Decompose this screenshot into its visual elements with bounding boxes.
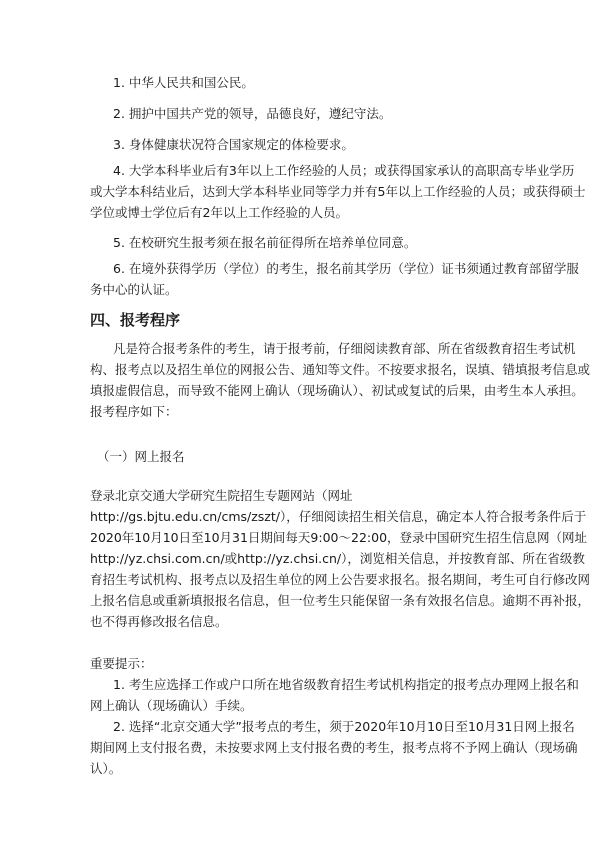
notice-2-line-3: 认）。 <box>90 761 122 776</box>
notice-title: 重要提示： <box>90 656 153 671</box>
online-line-1: 登录北京交通大学研究生院招生专题网站（网址 <box>90 488 353 503</box>
notice-1-line-2: 网上确认（现场确认）手续。 <box>90 698 253 713</box>
notice-1 <box>90 674 579 716</box>
condition-4-line-3: 学位或博士学位后有2年以上工作经验的人员。 <box>90 205 348 220</box>
online-line-3: 2020年10月10日至10月31日期间每天9:00～22:00，登录中国研究生招生信息网（网址 <box>90 530 588 545</box>
online-line-7: 也不得再修改报名信息。 <box>90 614 228 629</box>
online-registration-paragraph <box>90 485 590 632</box>
condition-2: 2. 拥护中国共产党的领导，品德良好，遵纪守法。 <box>113 106 392 121</box>
notice-2 <box>90 716 578 779</box>
online-line-5: 育招生考试机构、报考点以及招生单位的网上公告要求报名。报名期间，考生可自行修改网 <box>90 572 591 587</box>
subsection-title: （一）网上报名 <box>97 449 185 464</box>
condition-4 <box>90 160 585 223</box>
intro-line-2: 构、报考点以及招生单位的网报公告、通知等文件。不按要求报名，误填、错填报考信息或 <box>90 362 591 377</box>
online-line-4: http://yz.chsi.com.cn/或http://yz.chsi.cn/），浏览相关信息，并按教育部、所在省级教 <box>90 551 585 566</box>
notice-2-line-2: 期间网上支付报名费，未按要求网上支付报名费的考生，报考点将不予网上确认（现场确 <box>90 740 578 755</box>
condition-5: 5. 在校研究生报考须在报名前征得所在培养单位同意。 <box>113 235 417 250</box>
online-line-6: 上报名信息或重新填报报名信息，但一位考生只能保留一条有效报名信息。逾期不再补报， <box>90 593 591 608</box>
condition-6 <box>90 258 579 300</box>
condition-1: 1. 中华人民共和国公民。 <box>113 75 254 90</box>
condition-4-line-2: 或大学本科结业后，达到大学本科毕业同等学力并有5年以上工作经验的人员；或获得硕士 <box>90 184 586 199</box>
online-line-2: http://gs.bjtu.edu.cn/cms/zszt/），仔细阅读招生相关信息，确定本人符合报考条件后于 <box>90 509 587 524</box>
condition-4-line-1: 4. 大学本科毕业后有3年以上工作经验的人员；或获得国家承认的高职高专毕业学历 <box>113 163 575 178</box>
intro-line-1: 凡是符合报考条件的考生，请于报考前，仔细阅读教育部、所在省级教育招生考试机 <box>113 341 576 356</box>
notice-1-line-1: 1. 考生应选择工作或户口所在地省级教育招生考试机构指定的报考点办理网上报名和 <box>113 677 579 692</box>
condition-6-line-2: 务中心的认证。 <box>90 282 178 297</box>
section-title: 四、报考程序 <box>90 311 181 329</box>
intro-line-4: 报考程序如下： <box>90 404 178 419</box>
intro-paragraph <box>90 338 590 422</box>
intro-line-3: 填报虚假信息，而导致不能网上确认（现场确认）、初试或复试的后果，由考生本人承担。 <box>90 383 584 398</box>
condition-6-line-1: 6. 在境外获得学历（学位）的考生，报名前其学历（学位）证书须通过教育部留学服 <box>113 261 579 276</box>
notice-2-line-1: 2. 选择“北京交通大学”报考点的考生，须于2020年10月10日至10月31日网上报名 <box>113 719 575 734</box>
condition-3: 3. 身体健康状况符合国家规定的体检要求。 <box>113 137 354 152</box>
